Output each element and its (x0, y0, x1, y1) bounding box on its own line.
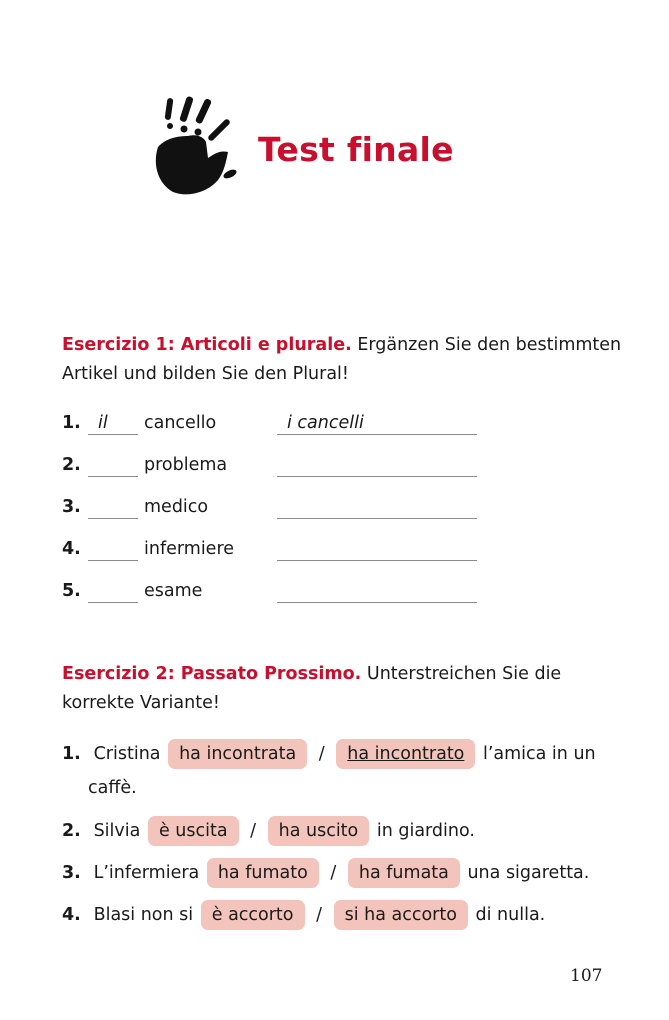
option-a[interactable]: ha fumato (207, 858, 319, 888)
article-input[interactable] (88, 581, 138, 603)
exercise2-item: 2. Silvia è uscita / ha uscito in giardino. (62, 814, 622, 848)
plural-input[interactable] (277, 497, 477, 519)
plural-input[interactable] (277, 455, 477, 477)
exercise2-heading (62, 660, 622, 718)
page-title: Test finale (258, 130, 454, 169)
option-b[interactable]: si ha accorto (334, 900, 468, 930)
article-input[interactable]: il (88, 413, 138, 435)
plural-input[interactable]: i cancelli (277, 413, 477, 435)
option-b[interactable]: ha incontrato (336, 739, 475, 769)
article-input[interactable] (88, 455, 138, 477)
option-b[interactable]: ha uscito (268, 816, 370, 846)
exercise1-item: 4. infermiere (62, 539, 502, 567)
option-b[interactable]: ha fumata (348, 858, 460, 888)
exercise1-item: 1. il cancello i cancelli (62, 413, 502, 441)
exercise2-title: Esercizio 2: Passato Prossimo. (62, 664, 362, 684)
option-a[interactable]: ha incontrata (168, 739, 307, 769)
option-a[interactable]: è uscita (148, 816, 239, 846)
article-input[interactable] (88, 497, 138, 519)
exercise2-item: 1. Cristina ha incontrata / ha incontrato l’amica in un caffè. (62, 737, 622, 805)
exercise1-item: 2. problema (62, 455, 502, 483)
handprint-icon (148, 92, 248, 197)
exercise2-instruction: Unterstreichen Sie die korrekte Variante! (62, 664, 562, 713)
page-number: 107 (570, 966, 603, 986)
exercise1-item: 3. medico (62, 497, 502, 525)
exercise2-item: 4. Blasi non si è accorto / si ha accorto di nulla. (62, 898, 622, 932)
plural-input[interactable] (277, 539, 477, 561)
exercise1-heading (62, 331, 622, 389)
exercise1-item: 5. esame (62, 581, 502, 609)
option-a[interactable]: è accorto (201, 900, 305, 930)
exercise1-title: Esercizio 1: Articoli e plurale. (62, 335, 352, 355)
exercise2-item: 3. L’infermiera ha fumato / ha fumata una sigaretta. (62, 856, 622, 890)
article-input[interactable] (88, 539, 138, 561)
exercise1-instruction: Ergänzen Sie den bestimmten Artikel und bilden Sie den Plural! (62, 335, 622, 384)
plural-input[interactable] (277, 581, 477, 603)
